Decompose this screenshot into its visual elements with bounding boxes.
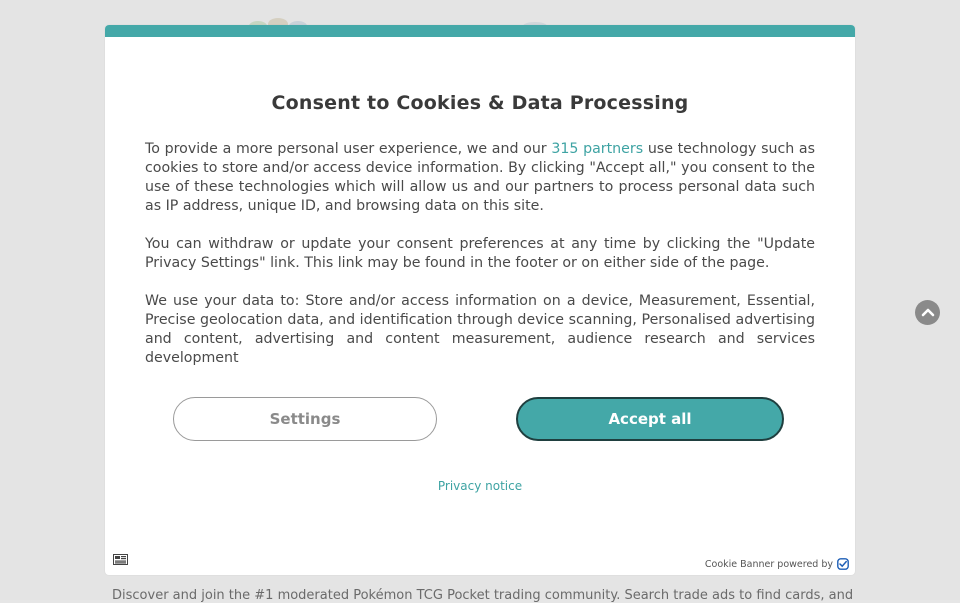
- cookie-consent-modal: [105, 25, 855, 575]
- paragraph-1-start: To provide a more personal user experience, we and our: [145, 141, 552, 157]
- site-tagline: Discover and join the #1 moderated Pokémon TCG Pocket trading community. Search trade ads to find cards, and: [112, 588, 854, 603]
- consent-paragraph-1: [145, 140, 815, 216]
- privacy-notice-link[interactable]: Privacy notice: [437, 479, 523, 493]
- consent-buttons: [105, 397, 855, 441]
- consent-description: [145, 140, 815, 368]
- settings-button[interactable]: Settings: [173, 397, 437, 441]
- powered-by-credit[interactable]: [705, 558, 849, 570]
- language-flag-icon[interactable]: [113, 554, 128, 565]
- scroll-to-top-button[interactable]: [915, 300, 940, 325]
- modal-title: Consent to Cookies & Data Processing: [271, 92, 689, 114]
- partners-link[interactable]: 315 partners: [551, 141, 644, 157]
- consent-paragraph-2: You can withdraw or update your consent preferences at any time by clicking the "Update Privacy Settings" link. This link may be found in the footer or on either side of the page.: [145, 236, 815, 271]
- modal-accent-bar: [105, 25, 855, 37]
- powered-by-text: Cookie Banner powered by: [704, 558, 833, 570]
- checkmark-shield-icon: [837, 558, 849, 570]
- accept-all-button[interactable]: Accept all: [516, 397, 784, 441]
- chevron-up-icon: [921, 306, 935, 320]
- consent-paragraph-3: We use your data to: Store and/or access information on a device, Measurement, Essential, Precise geolocation data, and identification through device scanning, Personalised advertising and content, advertising and content measurement, audience research and services development: [145, 293, 815, 366]
- paragraph-1-end: use technology such as cookies to store and/or access device information. By clicking "Accept all," you consent to the use of these technologies which will allow us and our partners to process personal data such as IP address, unique ID, and browsing data on this site.: [145, 141, 816, 214]
